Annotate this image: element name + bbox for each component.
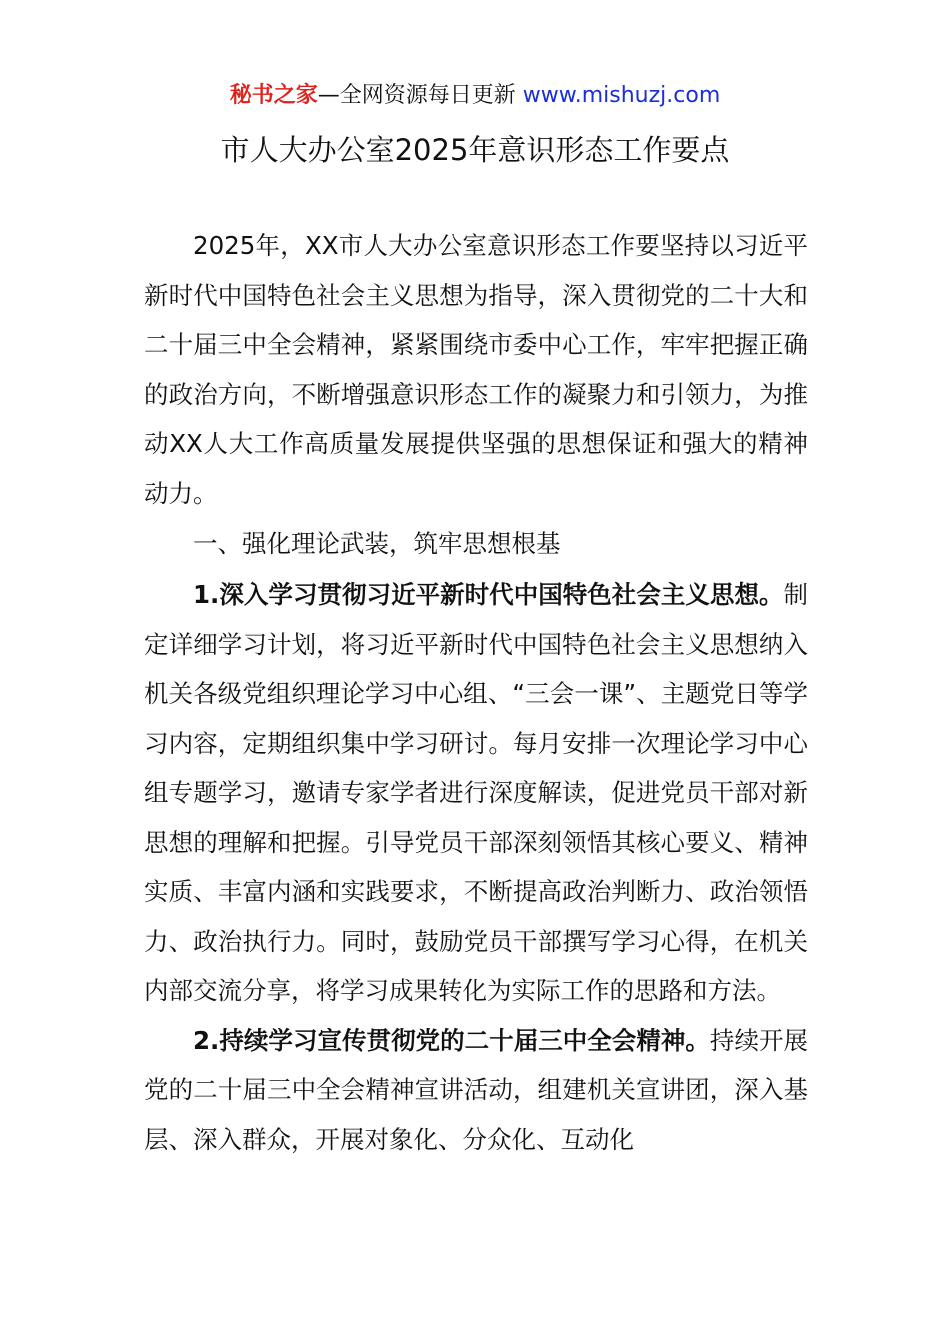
- site-brand-name: 秘书之家: [229, 83, 318, 108]
- site-url-link[interactable]: www.mishuzj.com: [522, 83, 721, 108]
- document-body: [144, 221, 808, 1164]
- document-title: 市人大办公室2025年意识形态工作要点: [220, 133, 730, 167]
- site-tagline: —全网资源每日更新: [317, 83, 523, 108]
- item-2-text: 持续开展党的二十届三中全会精神宣讲活动，组建机关宣讲团，深入基层、深入群众，开展对象化、分众化、互动化: [144, 1025, 809, 1154]
- intro-paragraph: 2025年，XX市人大办公室意识形态工作要坚持以习近平新时代中国特色社会主义思想为指导，深入贯彻党的二十大和二十届三中全会精神，紧紧围绕市委中心工作，牢牢把握正确的政治方向，不断增强意识形态工作的凝聚力和引领力，为推动XX人大工作高质量发展提供坚强的思想保证和强大的精神动力。: [144, 231, 808, 508]
- site-header-banner: [0, 80, 950, 112]
- item-2-title: 2.持续学习宣传贯彻党的二十届三中全会精神。: [193, 1025, 710, 1055]
- item-1-paragraph: [144, 570, 808, 1016]
- item-2-paragraph: [144, 1016, 808, 1165]
- item-1-text: 制定详细学习计划，将习近平新时代中国特色社会主义思想纳入机关各级党组织理论学习中心组、“三会一课”、主题党日等学习内容，定期组织集中学习研讨。每月安排一次理论学习中心组专题学习，邀请专家学者进行深度解读，促进党员干部对新思想的理解和把握。引导党员干部深刻领悟其核心要义、精神实质、丰富内涵和实践要求，不断提高政治判断力、政治领悟力、政治执行力。同时，鼓励党员干部撰写学习心得，在机关内部交流分享，将学习成果转化为实际工作的思路和方法。: [144, 580, 808, 1005]
- section-heading-1: 一、强化理论武装，筑牢思想根基: [193, 529, 561, 558]
- item-1-title: 1.深入学习贯彻习近平新时代中国特色社会主义思想。: [193, 580, 784, 609]
